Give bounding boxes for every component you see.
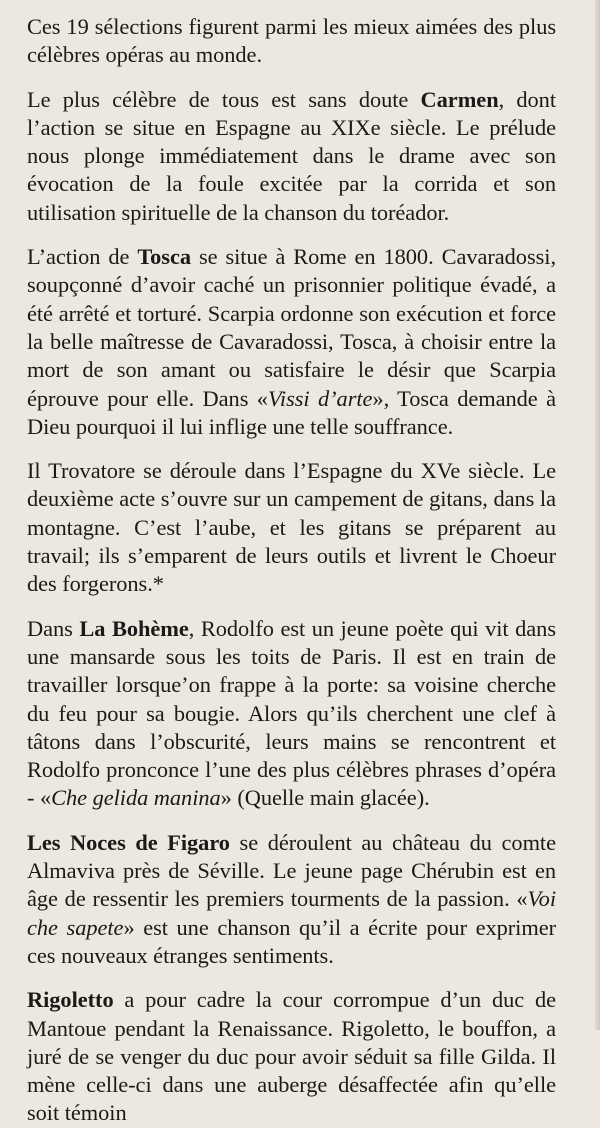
figaro-text-after: » est une chanson qu’il a écrite pour exprimer ces nouveaux étranges sentiments. bbox=[27, 914, 556, 968]
rigoletto-text-after: a pour cadre la cour corrompue d’un duc de Mantoue pendant la Renaissance. Rigoletto, le bouffon, a juré de se venger du duc pour avoir séduit sa fille Gilda. Il mène celle-ci dans une auberge désaffectée afin qu’elle soit témoin bbox=[27, 987, 556, 1126]
boheme-text-after: » (Quelle main glacée). bbox=[220, 785, 430, 811]
trovatore-paragraph: Il Trovatore se déroule dans l’Espagne du XVe siècle. Le deuxième acte s’ouvre sur un campement de gitans, dans la montagne. C’est l’aube, et les gitans se préparent au travail; ils s’emparent de leurs outils et livrent le Choeur des forgerons.* bbox=[27, 458, 556, 597]
tosca-paragraph bbox=[27, 243, 556, 441]
boheme-text-before: Dans bbox=[27, 615, 80, 641]
tosca-aria: Vissi d’arte bbox=[267, 385, 373, 411]
rigoletto-title: Rigoletto bbox=[27, 987, 114, 1013]
figaro-text-middle: se déroulent au château du comte Almaviva près de Séville. Le jeune page Chérubin est en âge de ressentir les premiers tourments de la passion. « bbox=[27, 829, 556, 912]
page-edge bbox=[595, 0, 600, 1030]
carmen-paragraph bbox=[27, 86, 556, 227]
boheme-title: La Bohème bbox=[79, 615, 189, 641]
tosca-text-after: », Tosca demande à Dieu pourquoi il lui inflige une telle souffrance. bbox=[27, 385, 556, 439]
boheme-aria: Che gelida manina bbox=[51, 785, 221, 811]
tosca-text-middle: se situe à Rome en 1800. Cavaradossi, soupçonné d’avoir caché un prisonnier politique évadé, a été arrêté et torturé. Scarpia ordonne son exécution et force la belle maîtresse de Cavaradossi, Tosca, à choisir entre la mort de son amant ou satisfaire le désir que Scarpia éprouve pour elle. Dans « bbox=[27, 244, 557, 411]
carmen-title: Carmen bbox=[420, 86, 499, 112]
boheme-paragraph bbox=[27, 615, 556, 813]
carmen-text-after: , dont l’action se situe en Espagne au XIXe siècle. Le prélude nous plonge immédiatement dans le drame avec son évocation de la foule excitée par la corrida et son utilisation spirituelle de la chanson du toréador. bbox=[27, 86, 556, 225]
intro-paragraph: Ces 19 sélections figurent parmi les mieux aimées des plus célèbres opéras au monde. bbox=[27, 14, 556, 68]
rigoletto-paragraph bbox=[27, 986, 556, 1127]
figaro-aria: Voi che sapete bbox=[27, 886, 556, 940]
tosca-title: Tosca bbox=[137, 244, 191, 270]
boheme-text-middle: , Rodolfo est un jeune poète qui vit dans une mansarde sous les toits de Paris. Il est en train de travailler lorsque’on frappe à la porte: sa voisine cherche du feu pour sa bougie. Alors qu’ils cherchent une clef à tâtons dans l’obscurité, leurs mains se rencontrent et Rodolfo pronconce l’une des plus célèbres phrases d’opéra - « bbox=[27, 615, 556, 811]
figaro-title: Les Noces de Figaro bbox=[27, 829, 230, 855]
tosca-text-before: L’action de bbox=[27, 244, 138, 270]
carmen-text-before: Le plus célèbre de tous est sans doute bbox=[27, 86, 421, 112]
figaro-paragraph bbox=[27, 829, 556, 970]
